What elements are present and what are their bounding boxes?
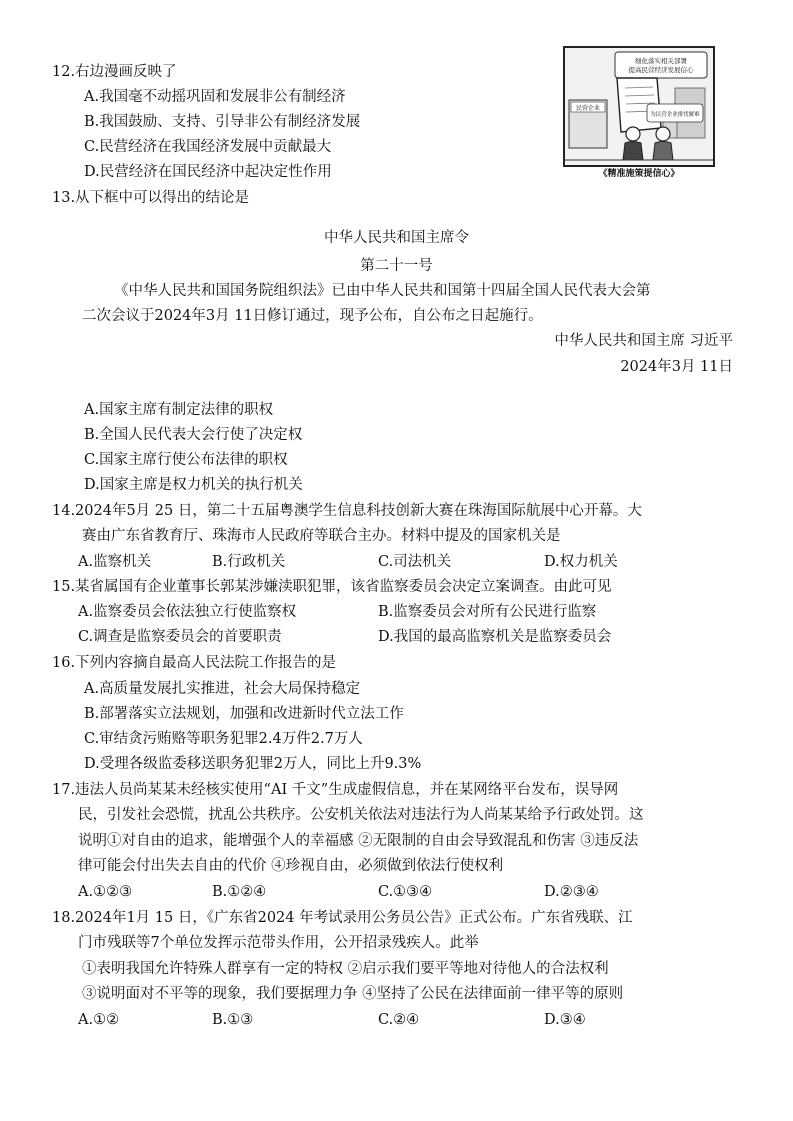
q13-stem: 13.从下框中可以得出的结论是 [52, 190, 250, 206]
q17-stem-line4: 律可能会付出失去自由的代价 ④珍视自由，必须做到依法行使权利 [78, 858, 504, 874]
cartoon-caption: 《精准施策提信心》 [598, 169, 680, 179]
q18-stem-line3: ①表明我国允许特殊人群享有一定的特权 ②启示我们要平等地对待他人的合法权利 [82, 961, 609, 977]
q16-option-d: D.受理各级监委移送职务犯罪2万人，同比上升9.3% [84, 756, 422, 772]
q16-option-c: C.审结贪污贿赂等职务犯罪2.4万件2.7万人 [84, 731, 363, 747]
q17-option-a: A.①②③ [78, 884, 133, 900]
cartoon-drawing [565, 48, 713, 165]
q14-option-d: D.权力机关 [544, 554, 618, 570]
decree-body-line1: 《中华人民共和国国务院组织法》已由中华人民共和国第十四届全国人民代表大会第 [114, 283, 651, 299]
cartoon-sign: 民营企业 [575, 105, 601, 112]
q12-option-c: C.民营经济在我国经济发展中贡献最大 [84, 139, 332, 155]
q16-option-a: A.高质量发展扎实推进，社会大局保持稳定 [84, 681, 361, 697]
q12-option-a: A.我国毫不动摇巩固和发展非公有制经济 [84, 89, 346, 105]
q15-stem: 15.某省属国有企业董事长郭某涉嫌渎职犯罪，该省监察委员会决定立案调查。由此可见 [52, 579, 612, 595]
q13-option-a: A.国家主席有制定法律的职权 [84, 402, 274, 418]
q15-option-c: C.调查是监察委员会的首要职责 [78, 629, 282, 645]
q14-option-a: A.监察机关 [78, 554, 152, 570]
q17-stem-line1: 17.违法人员尚某某未经核实使用“AI 千文”生成虚假信息，并在某网络平台发布，误导网 [52, 782, 619, 798]
q17-option-c: C.①③④ [378, 884, 433, 900]
q17-stem-line2: 民，引发社会恐慌，扰乱公共秩序。公安机关依法对违法行为人尚某某给予行政处罚。这 [78, 807, 644, 823]
q13-option-d: D.国家主席是权力机关的执行机关 [84, 477, 303, 493]
decree-signature: 中华人民共和国主席 习近平 [554, 333, 733, 349]
cartoon-bubble1-line1: 细化落实相关部署 [635, 57, 687, 65]
q18-stem-line2: 门市残联等7个单位发挥示范带头作用，公开招录残疾人。此举 [78, 935, 479, 951]
q14-option-c: C.司法机关 [378, 554, 452, 570]
decree-number: 第二十一号 [360, 258, 433, 274]
q18-option-a: A.①② [78, 1012, 120, 1028]
decree-date: 2024年3月 11日 [620, 359, 733, 375]
q15-option-a: A.监察委员会依法独立行使监察权 [78, 604, 297, 620]
cartoon-bubble1-line2: 提高民营经济发展信心 [628, 66, 694, 74]
q17-option-d: D.②③④ [544, 884, 599, 900]
q16-stem: 16.下列内容摘自最高人民法院工作报告的是 [52, 655, 337, 671]
q16-option-b: B.部署落实立法规划，加强和改进新时代立法工作 [84, 706, 404, 722]
q14-stem-line1: 14.2024年5月 25 日，第二十五届粤澳学生信息科技创新大赛在珠海国际航展中心开幕。大 [52, 503, 642, 519]
q14-stem-line2: 赛由广东省教育厅、珠海市人民政府等联合主办。材料中提及的国家机关是 [82, 528, 561, 544]
cartoon-illustration [563, 46, 715, 167]
q15-option-b: B.监察委员会对所有公民进行监察 [378, 604, 597, 620]
q17-stem-line3: 说明①对自由的追求，能增强个人的幸福感 ②无限制的自由会导致混乱和伤害 ③违反法 [78, 833, 639, 849]
q14-option-b: B.行政机关 [212, 554, 286, 570]
q12-option-b: B.我国鼓励、支持、引导非公有制经济发展 [84, 114, 361, 130]
q18-stem-line4: ③说明面对不平等的现象，我们要据理力争 ④坚持了公民在法律面前一律平等的原则 [82, 986, 624, 1002]
q18-option-c: C.②④ [378, 1012, 420, 1028]
q18-stem-line1: 18.2024年1月 15 日，《广东省2024 年考试录用公务员公告》正式公布。广东省残联、江 [52, 910, 633, 926]
q12-option-d: D.民营经济在国民经济中起决定性作用 [84, 164, 332, 180]
q13-option-b: B.全国人民代表大会行使了决定权 [84, 427, 303, 443]
q18-option-d: D.③④ [544, 1012, 586, 1028]
decree-title: 中华人民共和国主席令 [324, 230, 469, 246]
q18-option-b: B.①③ [212, 1012, 254, 1028]
cartoon-bubble2: 为民营企业排忧解难 [650, 112, 700, 118]
decree-body-line2: 二次会议于2024年3月 11日修订通过，现予公布，自公布之日起施行。 [82, 308, 543, 324]
q15-option-d: D.我国的最高监察机关是监察委员会 [378, 629, 612, 645]
q12-stem: 12.右边漫画反映了 [52, 64, 177, 80]
q13-option-c: C.国家主席行使公布法律的职权 [84, 452, 288, 468]
q17-option-b: B.①②④ [212, 884, 267, 900]
